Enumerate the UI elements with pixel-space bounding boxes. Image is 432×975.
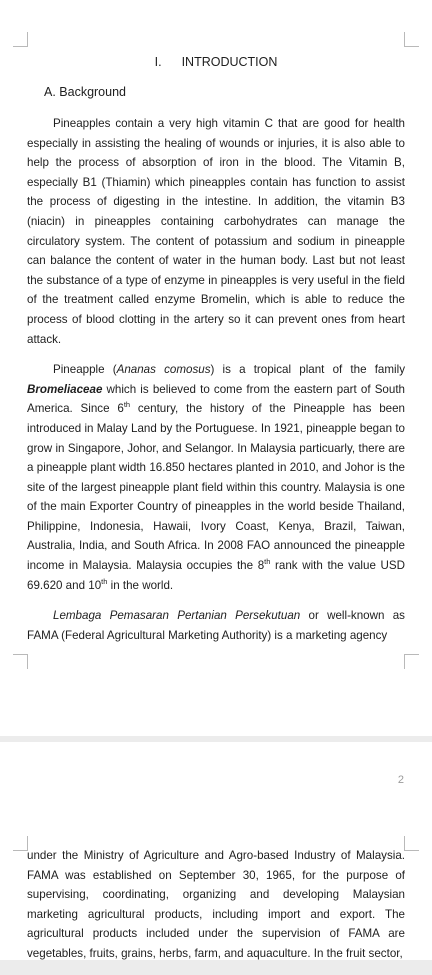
family-name: Bromeliaceae bbox=[27, 382, 103, 396]
paragraph-2 bbox=[27, 360, 405, 595]
ordinal-suffix: th bbox=[123, 400, 131, 410]
paragraph-1: Pineapples contain a very high vitamin C that are good for health especially in assisting the healing of wounds or injuries, it is also able to help the process of absorption of iron in the blood. The Vitamin B, especially B1 (Thiamin) which pineapples contain has function to assist the process of digesting in the intestine. In addition, the vitamin B3 (niacin) in pineapples containing carbohydrates can manage the circulatory system. The content of potassium and sodium in pineapple can balance the content of water in the human body. Last but not least the substance of a type of enzyme in pineapples is very useful in the field of the treatment called enzyme Bromelin, which is able to reduce the process of blood clotting in the artery so it can prevent ones from heart attack. bbox=[27, 117, 405, 346]
page-number: 2 bbox=[397, 774, 404, 786]
chapter-number: I. bbox=[154, 55, 162, 69]
margin-corner-mark bbox=[404, 836, 419, 851]
text-run: Pineapple ( bbox=[53, 363, 117, 377]
agency-malay-name: Lembaga Pemasaran Pertanian Persekutuan bbox=[53, 609, 301, 623]
ordinal-suffix: th bbox=[101, 576, 108, 586]
species-name: Ananas comosus bbox=[116, 363, 211, 377]
paragraph-continued: under the Ministry of Agriculture and Agro-based Industry of Malaysia. FAMA was established on September 30, 1965, for the purpose of supervising, coordinating, organizing and developing Malaysian marketing agricultural products, including import and export. The agricultural products included under the supervision of FAMA are vegetables, fruits, grains, herbs, farm, and aquaculture. In the fruit sector, bbox=[27, 849, 405, 960]
chapter-title: INTRODUCTION bbox=[181, 55, 278, 69]
body-text bbox=[27, 114, 405, 656]
paragraph-3 bbox=[27, 606, 405, 645]
margin-corner-mark bbox=[404, 32, 419, 47]
margin-corner-mark bbox=[13, 32, 28, 47]
body-text bbox=[27, 846, 405, 975]
ordinal-suffix: th bbox=[264, 557, 271, 567]
margin-corner-mark bbox=[13, 836, 28, 851]
text-run: which is believed to come from the eastern part of South America. Since 6 bbox=[27, 382, 405, 416]
document-page-2 bbox=[0, 742, 432, 960]
margin-corner-mark bbox=[404, 654, 419, 669]
margin-corner-mark bbox=[13, 654, 28, 669]
text-run: ) is a tropical plant of the family bbox=[210, 363, 405, 377]
text-run: or well-known as FAMA (Federal Agricultural Marketing Authority) is a marketing agency bbox=[27, 609, 405, 642]
chapter-heading bbox=[0, 55, 432, 69]
section-heading: A. Background bbox=[44, 85, 126, 99]
text-run: in the world. bbox=[107, 578, 174, 592]
text-run: rank with the value USD 69.620 and 10 bbox=[27, 559, 405, 592]
text-run: century, the history of the Pineapple has been introduced in Malay Land by the Portuguese. In 1921, pineapple began to grow in Singapore, Johor, and Selangor. In Malaysia particuarly, there are a pineapple plant width 16.850 hectares planted in 2010, and Johor is the site of the largest pineapple plant field within this country. Malaysia is one of the main Exporter Country of pineapples in the world beside Thailand, Philippine, Indonesia, Hawaii, Ivory Coast, Kenya, Brazil, Taiwan, Australia, India, and South Africa. In 2008 FAO announced the pineapple income in Malaysia. Malaysia occupies the 8 bbox=[27, 402, 405, 573]
